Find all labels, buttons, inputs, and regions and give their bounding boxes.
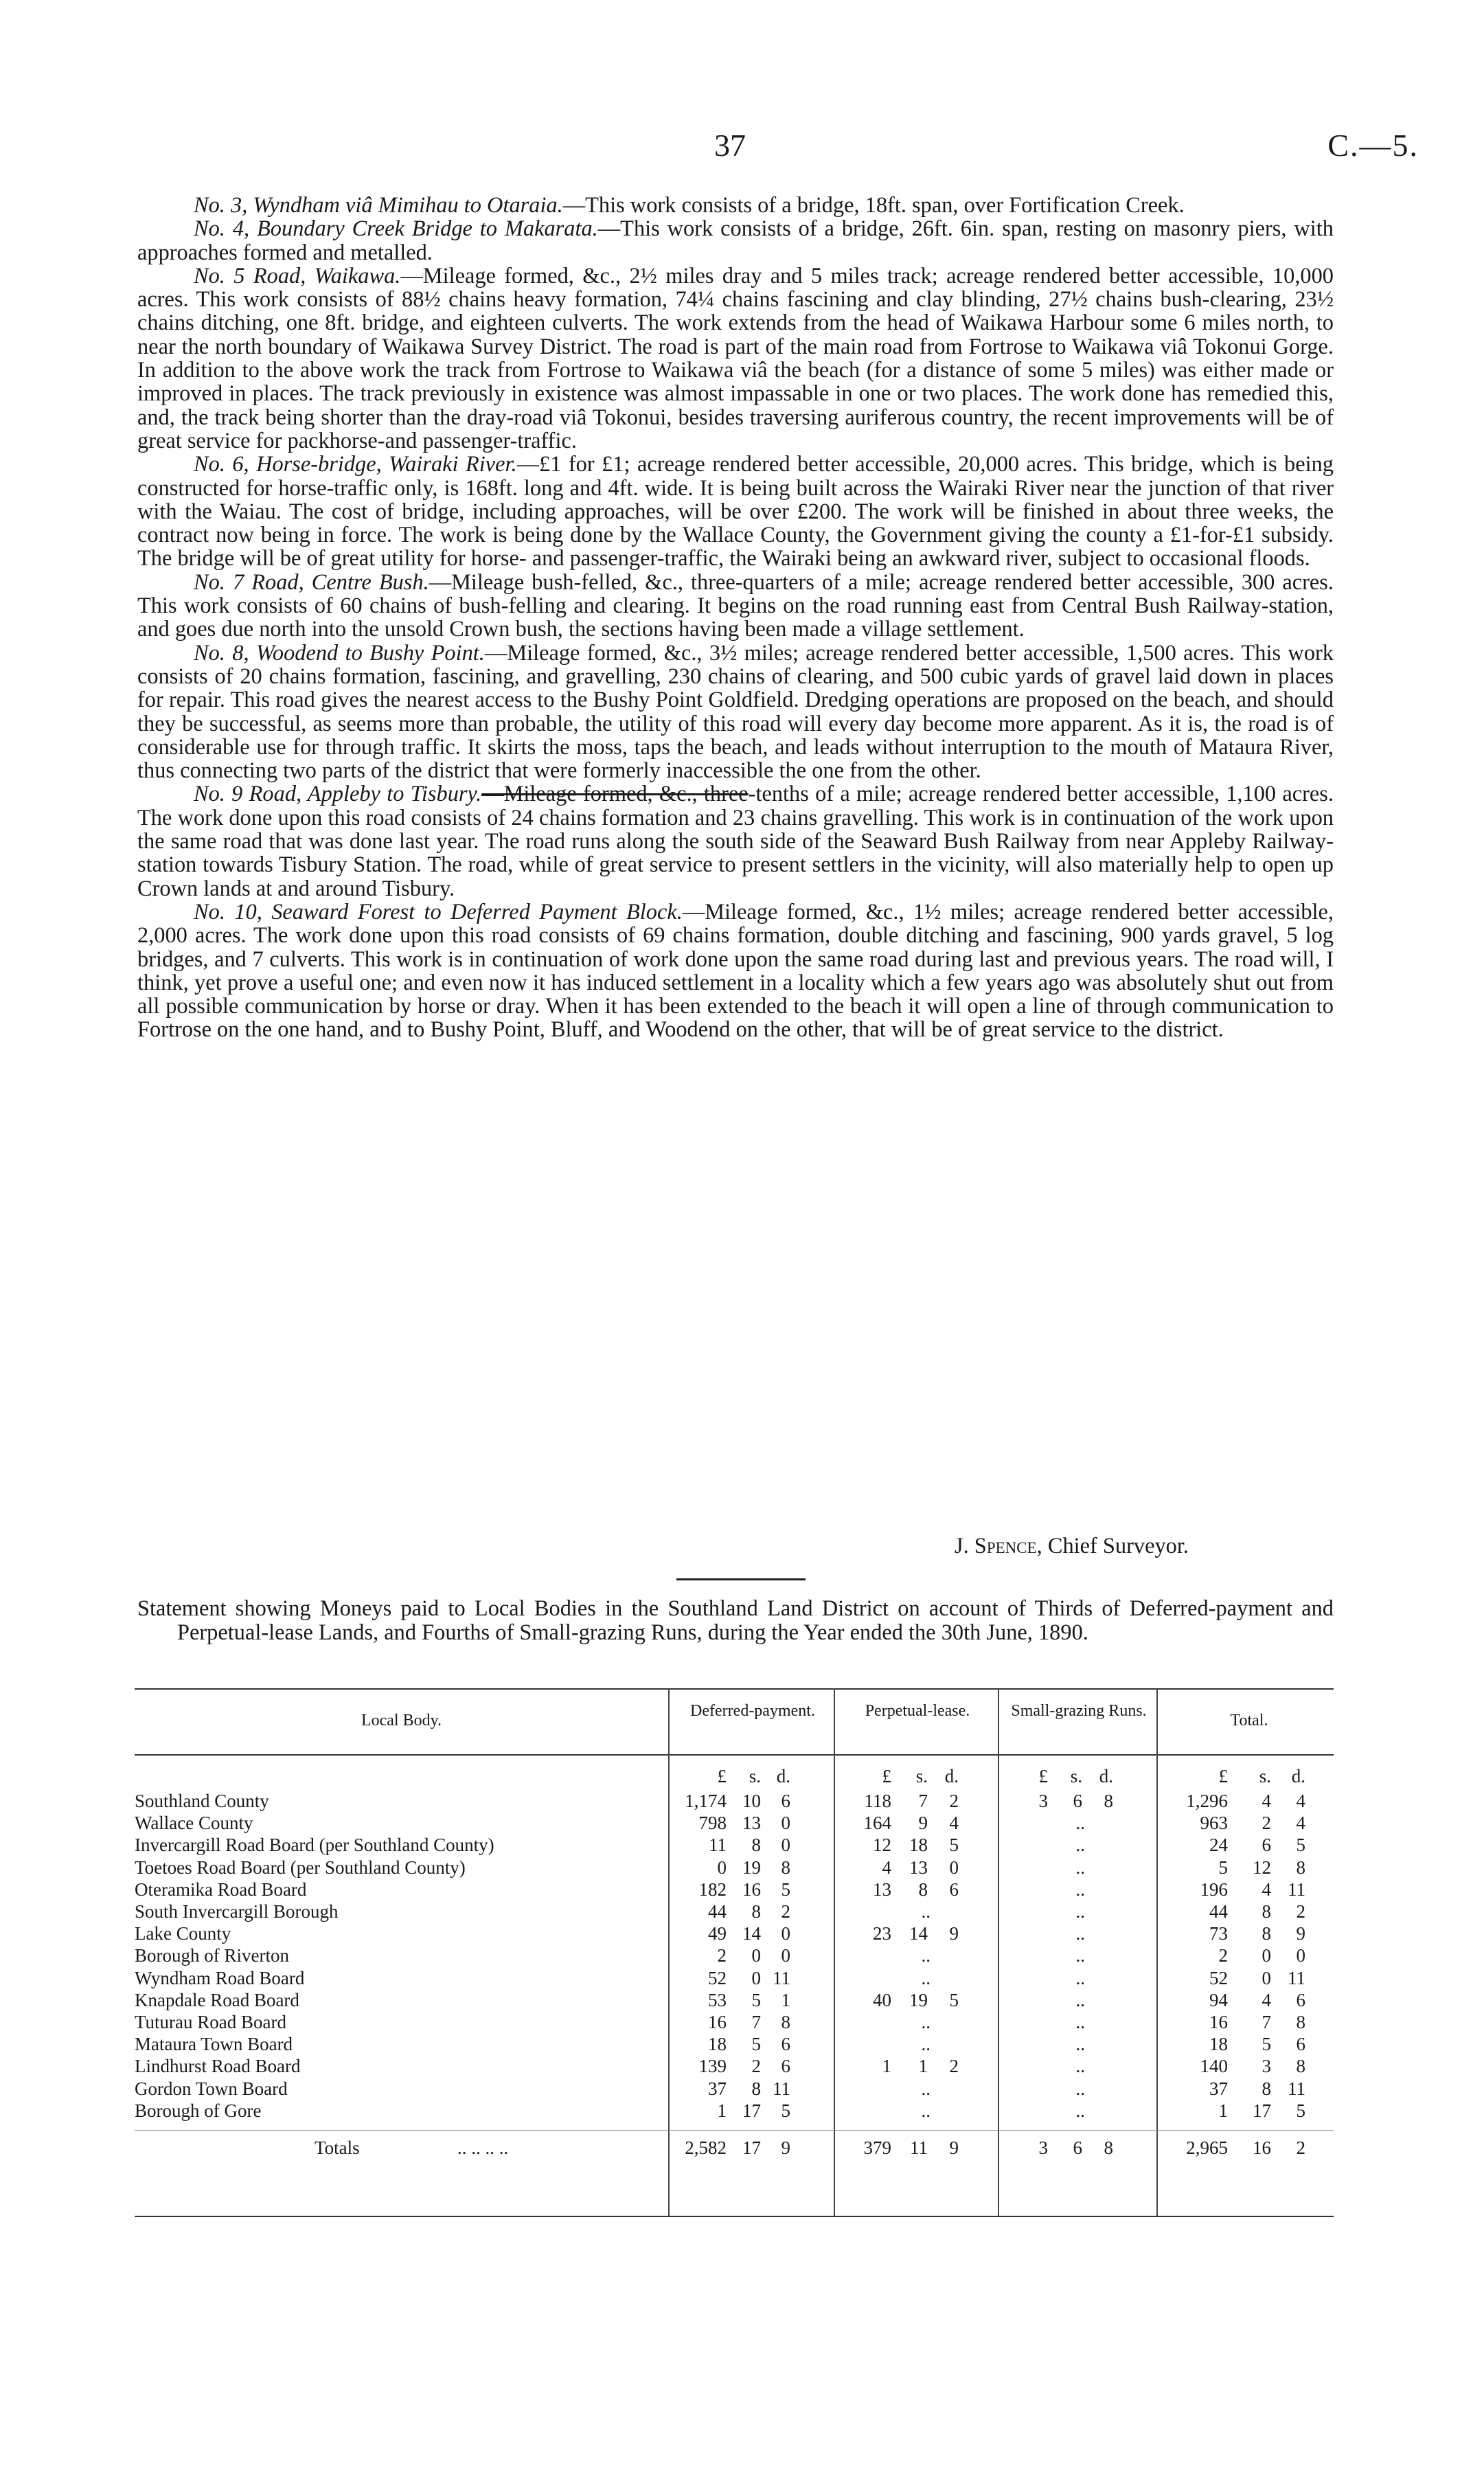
statement-text: Statement showing Moneys paid to Local Bodies in the Southland Land District on account of Thirds of Deferred-payment and Perpetual-lease Lands, and Fourths of Small-grazing Runs, during the Year ended the 30th June, 1890. <box>137 1596 1334 1645</box>
paragraph-title: No. 3, Wyndham viâ Mimihau to Otaraia. <box>194 193 563 218</box>
leader-dots: .. .. .. .. <box>457 2137 509 2158</box>
per-pence: 4 <box>949 1813 959 1834</box>
per-pounds: 118 <box>864 1791 891 1811</box>
tot-shillings: 0 <box>1262 1945 1271 1966</box>
local-body-name: Mataura Town Board <box>135 2034 293 2055</box>
sg-shillings: 6 <box>1073 2137 1082 2158</box>
per-shillings: 18 <box>909 1835 928 1856</box>
paragraph-title: No. 5 Road, Waikawa. <box>194 263 401 288</box>
tot-shillings: 6 <box>1262 1835 1271 1856</box>
def-shillings: 2 <box>751 2056 761 2077</box>
paragraph-no-8 <box>137 642 1334 783</box>
def-pounds: 182 <box>698 1879 727 1900</box>
pence-unit: d. <box>1099 1766 1113 1786</box>
def-pence: 8 <box>781 2012 790 2032</box>
tot-pence: 5 <box>1296 2100 1305 2121</box>
def-pounds: 16 <box>708 2012 727 2032</box>
per-pounds: 1 <box>882 2056 891 2077</box>
per-pence: 5 <box>949 1989 959 2010</box>
local-body-name: Toetoes Road Board (per Southland County) <box>135 1857 466 1878</box>
tot-pounds: 52 <box>1209 1967 1228 1988</box>
local-body-name: Lake County <box>135 1923 231 1944</box>
def-pounds: 53 <box>708 1989 727 2010</box>
paragraph-no-3 <box>137 194 1334 217</box>
table-row <box>135 1989 1334 2011</box>
def-pence: 2 <box>781 1901 790 1922</box>
def-pence: 9 <box>781 2137 790 2158</box>
sg-empty: .. <box>1075 1813 1085 1834</box>
table-row <box>135 2100 1334 2122</box>
tot-pounds: 18 <box>1209 2034 1228 2055</box>
table-row <box>135 2011 1334 2033</box>
per-empty: .. <box>921 1945 931 1966</box>
paragraph-text: —Mileage formed, &c., 1½ miles; acreage rendered better accessible, 2,000 acres. The work done upon this road consists of 69 chains formation, double ditching and fascining, 900 yards gravel, 5 log bridges, and 7 culverts. This work is in continuation of work done upon the same road during last and previous years. The road will, I think, yet prove a useful one; and even now it has induced settlement in a locality which a few years ago was absolutely shut out from all possible communication by horse or dray. When it has been extended to the beach it will open a line of through communication to Fortrose on the one hand, and to Bushy Point, Bluff, and Woodend on the other, that will be of great service to the district. <box>137 899 1334 1043</box>
paragraph-no-7 <box>137 571 1334 642</box>
tot-shillings: 8 <box>1262 1901 1271 1922</box>
per-empty: .. <box>921 2078 931 2099</box>
tot-pounds: 963 <box>1200 1813 1228 1834</box>
def-pounds: 798 <box>698 1813 727 1834</box>
def-shillings: 14 <box>742 1923 761 1944</box>
per-pence: 2 <box>949 1791 959 1811</box>
def-pence: 0 <box>781 1835 790 1856</box>
def-pounds: 49 <box>708 1923 727 1944</box>
pounds-unit: £ <box>1038 1766 1048 1786</box>
shillings-unit: s. <box>749 1766 761 1786</box>
header-small-grazing-runs: Small-grazing Runs. <box>1011 1702 1147 1720</box>
per-shillings: 1 <box>918 2056 928 2077</box>
def-pounds: 2 <box>717 1945 727 1966</box>
paragraph-title: No. 6, Horse-bridge, Wairaki River. <box>194 452 517 477</box>
def-pence: 6 <box>781 1791 790 1811</box>
table-row <box>135 1922 1334 1944</box>
sg-empty: .. <box>1075 2056 1085 2077</box>
tot-shillings: 17 <box>1253 2100 1271 2121</box>
tot-pence: 11 <box>1288 1967 1305 1988</box>
per-empty: .. <box>921 2034 931 2055</box>
sg-empty: .. <box>1075 2012 1085 2032</box>
section-divider <box>676 1578 806 1580</box>
sg-empty: .. <box>1075 1945 1085 1966</box>
table-row <box>135 1834 1334 1856</box>
report-body <box>137 194 1334 1042</box>
tot-shillings: 4 <box>1262 1879 1271 1900</box>
per-shillings: 9 <box>918 1813 928 1834</box>
tot-pounds: 37 <box>1209 2078 1228 2099</box>
table-row <box>135 1790 1334 1812</box>
sg-pounds: 3 <box>1038 1791 1048 1811</box>
local-body-name: South Invercargill Borough <box>135 1901 339 1922</box>
sg-pence: 8 <box>1104 2137 1113 2158</box>
def-shillings: 19 <box>742 1857 761 1878</box>
tot-pence: 4 <box>1296 1791 1305 1811</box>
paragraph-no-4 <box>137 217 1334 264</box>
paragraph-title: No. 9 Road, Appleby to Tisbury. <box>194 782 482 807</box>
table-row <box>135 1879 1334 1900</box>
table-top-rule <box>135 1688 1334 1690</box>
def-pounds: 18 <box>708 2034 727 2055</box>
def-shillings: 0 <box>751 1967 761 1988</box>
def-shillings: 8 <box>751 1835 761 1856</box>
tot-pence: 5 <box>1296 1835 1305 1856</box>
local-body-name: Tuturau Road Board <box>135 2012 286 2032</box>
paragraph-text: —Mileage formed, &c., 2½ miles dray and 5 miles track; acreage rendered better accessible, 10,000 acres. This work consists of 88½ chains heavy formation, 74¼ chains fascining and clay blinding, 27½ chains bush-clearing, 23½ chains ditching, one 8ft. bridge, and eighteen culverts. The work extends from the head of Waikawa Harbour some 6 miles north, to near the north boundary of Waikawa Survey District. The road is part of the main road from Fortrose to Waikawa viâ Tokonui Gorge. In addition to the above work the track from Fortrose to Waikawa viâ the beach (for a distance of some 5 miles) was either made or improved in places. The track previously in existence was almost impassable in one or two places. The work done has remedied this, and, the track being shorter than the dray-road viâ Tokonui, besides traversing auriferous country, the recent improvements will be of great service for packhorse-and passenger-traffic. <box>137 263 1334 453</box>
pounds-unit: £ <box>717 1766 727 1786</box>
paragraph-no-10 <box>137 900 1334 1042</box>
tot-pence: 2 <box>1296 2137 1305 2158</box>
tot-pounds: 2 <box>1218 1945 1228 1966</box>
local-body-name: Lindhurst Road Board <box>135 2056 301 2077</box>
def-shillings: 17 <box>742 2137 761 2158</box>
sg-empty: .. <box>1075 1967 1085 1988</box>
paragraph-text: —£1 for £1; acreage rendered better accessible, 20,000 acres. This bridge, which is being constructed for horse-traffic only, is 168ft. long and 4ft. wide. It is being built across the Wairaki River near the junction of that river with the Waiau. The cost of bridge, including approaches, will be over £200. The work will be finished in about three weeks, the contract now being in force. The work is being done by the Wallace County, the Government giving the county a £1-for-£1 subsidy. The bridge will be of great utility for horse- and passenger-traffic, the Wairaki being an awkward river, subject to occasional floods. <box>137 452 1334 571</box>
def-pence: 5 <box>781 1879 790 1900</box>
per-pounds: 12 <box>873 1835 891 1856</box>
paragraph-no-5 <box>137 264 1334 453</box>
sg-empty: .. <box>1075 1989 1085 2010</box>
local-body-name: Wallace County <box>135 1813 253 1834</box>
per-empty: .. <box>921 1901 931 1922</box>
per-shillings: 19 <box>909 1989 928 2010</box>
tot-shillings: 2 <box>1262 1813 1271 1834</box>
local-body-name: Oteramika Road Board <box>135 1879 307 1900</box>
def-shillings: 0 <box>751 1945 761 1966</box>
per-shillings: 8 <box>918 1879 928 1900</box>
signature-title: , Chief Surveyor. <box>1036 1534 1189 1558</box>
shillings-unit: s. <box>915 1766 928 1786</box>
def-pence: 5 <box>781 2100 790 2121</box>
table-row <box>135 2055 1334 2077</box>
moneys-table <box>135 1688 1334 2217</box>
paragraph-title: No. 7 Road, Centre Bush. <box>194 569 429 595</box>
def-pounds: 52 <box>708 1967 727 1988</box>
per-shillings: 11 <box>910 2137 928 2158</box>
sg-shillings: 6 <box>1073 1791 1082 1811</box>
def-pounds: 44 <box>708 1901 727 1922</box>
sg-empty: .. <box>1075 2100 1085 2121</box>
tot-shillings: 4 <box>1262 1791 1271 1811</box>
paragraph-text: —This work consists of a bridge, 18ft. span, over Fortification Creek. <box>562 193 1185 218</box>
paragraph-text: -tenths of a mile; acreage rendered better accessible, 1,100 acres. The work done upon this road consists of 24 chains formation and 23 chains gravelling. This work is in continuation of the work upon the same road that was done last year. The road runs along the south side of the Seaward Bush Railway from near Appleby Railway-station towards Tisbury Station. The road, while of great service to present settlers in the vicinity, will also materially help to open up Crown lands at and around Tisbury. <box>137 782 1334 901</box>
page-number: 37 <box>714 128 746 163</box>
paragraph-text: —Mileage bush-felled, &c., three-quarters of a mile; acreage rendered better accessible, 300 acres. This work consists of 60 chains of bush-felling and clearing. It begins on the road running east from Central Bush Railway-station, and goes due north into the unsold Crown bush, the sections having been made a village settlement. <box>137 569 1334 642</box>
def-shillings: 13 <box>742 1813 761 1834</box>
tot-pounds: 1,296 <box>1186 1791 1228 1811</box>
pence-unit: d. <box>1291 1766 1305 1786</box>
per-shillings: 13 <box>909 1857 928 1878</box>
def-pence: 0 <box>781 1945 790 1966</box>
sg-empty: .. <box>1075 1879 1085 1900</box>
per-pounds: 379 <box>863 2137 891 2158</box>
header-total: Total. <box>1230 1712 1268 1729</box>
tot-pence: 2 <box>1296 1901 1305 1922</box>
table-row <box>135 1900 1334 1922</box>
tot-pence: 0 <box>1296 1945 1305 1966</box>
sg-pounds: 3 <box>1038 2137 1048 2158</box>
tot-shillings: 3 <box>1262 2056 1271 2077</box>
sg-empty: .. <box>1075 1835 1085 1856</box>
per-shillings: 7 <box>918 1791 928 1811</box>
page-header <box>0 127 1484 168</box>
per-pence: 9 <box>949 1923 959 1944</box>
sg-pence: 8 <box>1104 1791 1113 1811</box>
signature-name: J. Spence <box>955 1534 1037 1558</box>
per-pence: 2 <box>949 2056 959 2077</box>
local-body-name: Wyndham Road Board <box>135 1967 305 1988</box>
def-shillings: 10 <box>742 1791 761 1811</box>
per-empty: .. <box>921 2012 931 2032</box>
per-pounds: 4 <box>882 1857 891 1878</box>
tot-pounds: 5 <box>1218 1857 1228 1878</box>
pence-unit: d. <box>776 1766 790 1786</box>
totals-label: Totals <box>315 2137 360 2158</box>
def-pence: 11 <box>773 1967 790 1988</box>
totals-row <box>135 2137 1334 2159</box>
def-shillings: 8 <box>751 2078 761 2099</box>
table-row <box>135 1967 1334 1989</box>
per-pence: 6 <box>949 1879 959 1900</box>
local-body-name: Southland County <box>135 1791 269 1811</box>
tot-pounds: 2,965 <box>1186 2137 1228 2158</box>
tot-shillings: 12 <box>1253 1857 1271 1878</box>
tot-pounds: 94 <box>1209 1989 1228 2010</box>
per-pence: 0 <box>949 1857 959 1878</box>
def-pence: 11 <box>773 2078 790 2099</box>
paragraph-title: No. 10, Seaward Forest to Deferred Payment Block. <box>194 899 683 924</box>
tot-pence: 4 <box>1296 1813 1305 1834</box>
tot-pounds: 1 <box>1218 2100 1228 2121</box>
local-body-name: Knapdale Road Board <box>135 1989 299 2010</box>
sg-empty: .. <box>1075 1857 1085 1878</box>
def-shillings: 8 <box>751 1901 761 1922</box>
sg-empty: .. <box>1075 1901 1085 1922</box>
shillings-unit: s. <box>1259 1766 1271 1786</box>
tot-shillings: 16 <box>1253 2137 1271 2158</box>
tot-pence: 6 <box>1296 1989 1305 2010</box>
local-body-name: Borough of Gore <box>135 2100 262 2121</box>
local-body-name: Gordon Town Board <box>135 2078 288 2099</box>
tot-pounds: 140 <box>1200 2056 1228 2077</box>
def-pounds: 0 <box>717 1857 727 1878</box>
def-pence: 0 <box>781 1923 790 1944</box>
tot-shillings: 5 <box>1262 2034 1271 2055</box>
paragraph-title: No. 4, Boundary Creek Bridge to Makarata. <box>194 216 598 242</box>
tot-shillings: 0 <box>1262 1967 1271 1988</box>
header-deferred-payment: Deferred-payment. <box>690 1702 815 1720</box>
tot-pence: 6 <box>1296 2034 1305 2055</box>
tot-pence: 9 <box>1296 1923 1305 1944</box>
def-shillings: 5 <box>751 2034 761 2055</box>
tot-pounds: 196 <box>1200 1879 1228 1900</box>
per-pounds: 13 <box>873 1879 891 1900</box>
sg-empty: .. <box>1075 2034 1085 2055</box>
pence-unit: d. <box>944 1766 959 1786</box>
tot-shillings: 8 <box>1262 2078 1271 2099</box>
paragraph-no-6 <box>137 453 1334 570</box>
table-row <box>135 2078 1334 2100</box>
header-local-body: Local Body. <box>361 1712 442 1729</box>
tot-pounds: 44 <box>1209 1901 1228 1922</box>
pounds-unit: £ <box>1218 1766 1228 1786</box>
totals-rule <box>135 2130 1334 2131</box>
tot-pounds: 73 <box>1209 1923 1228 1944</box>
per-empty: .. <box>921 2100 931 2121</box>
def-pounds: 11 <box>709 1835 727 1856</box>
table-row <box>135 1857 1334 1879</box>
pounds-unit: £ <box>882 1766 891 1786</box>
per-shillings: 14 <box>909 1923 928 1944</box>
document-code: C.—5. <box>1327 128 1419 163</box>
table-row <box>135 2033 1334 2055</box>
sg-empty: .. <box>1075 2078 1085 2099</box>
local-body-name: Invercargill Road Board (per Southland County) <box>135 1835 494 1856</box>
paragraph-title: No. 8, Woodend to Bushy Point. <box>194 640 485 666</box>
local-body-name: Borough of Riverton <box>135 1945 289 1966</box>
paragraph-text: —Mileage formed, &c., 3½ miles; acreage rendered better accessible, 1,500 acres. This work consists of 20 chains formation, fascining, and gravelling, 230 chains of clearing, and 500 cubic yards of gravel laid down in places for repair. This road gives the nearest access to the Bushy Point Goldfield. Dredging operations are proposed on the beach, and should they be successful, as seems more than probable, the utility of this road will every day become more apparent. As it is, the road is of considerable use for through traffic. It skirts the moss, taps the beach, and leads without interruption to the mouth of Mataura River, thus connecting two parts of the district that were formerly inaccessible the one from the other. <box>137 640 1334 784</box>
tot-shillings: 7 <box>1262 2012 1271 2032</box>
statement-heading <box>137 1597 1334 1644</box>
table-row <box>135 1944 1334 1966</box>
table-row <box>135 1812 1334 1834</box>
per-pounds: 23 <box>873 1923 891 1944</box>
signature <box>955 1534 1189 1559</box>
tot-pence: 8 <box>1296 1857 1305 1878</box>
table-bottom-rule <box>135 2216 1334 2217</box>
def-pence: 6 <box>781 2034 790 2055</box>
tot-pounds: 24 <box>1209 1835 1228 1856</box>
def-pounds: 2,582 <box>685 2137 727 2158</box>
per-pounds: 40 <box>873 1989 891 2010</box>
tot-pence: 11 <box>1288 2078 1305 2099</box>
header-bottom-rule <box>135 1754 1334 1756</box>
def-shillings: 16 <box>742 1879 761 1900</box>
def-shillings: 5 <box>751 1989 761 2010</box>
def-shillings: 7 <box>751 2012 761 2032</box>
tot-pence: 11 <box>1288 1879 1305 1900</box>
shillings-unit: s. <box>1070 1766 1082 1786</box>
def-pence: 0 <box>781 1813 790 1834</box>
def-pounds: 1,174 <box>685 1791 727 1811</box>
currency-units-row <box>135 1765 1334 1787</box>
def-pence: 8 <box>781 1857 790 1878</box>
tot-pence: 8 <box>1296 2012 1305 2032</box>
paragraph-text: —This work consists of a bridge, 26ft. 6in. span, resting on masonry piers, with approaches formed and metalled. <box>137 216 1334 265</box>
paragraph-no-9 <box>137 782 1334 900</box>
tot-shillings: 8 <box>1262 1923 1271 1944</box>
def-pounds: 139 <box>698 2056 727 2077</box>
struck-text: —Mileage formed, &c., three <box>481 782 749 807</box>
def-pounds: 37 <box>708 2078 727 2099</box>
def-shillings: 17 <box>742 2100 761 2121</box>
per-pence: 9 <box>949 2137 959 2158</box>
def-pounds: 1 <box>717 2100 727 2121</box>
per-pounds: 164 <box>863 1813 891 1834</box>
tot-pence: 8 <box>1296 2056 1305 2077</box>
def-pence: 1 <box>781 1989 790 2010</box>
tot-pounds: 16 <box>1209 2012 1228 2032</box>
tot-shillings: 4 <box>1262 1989 1271 2010</box>
per-pence: 5 <box>949 1835 959 1856</box>
def-pence: 6 <box>781 2056 790 2077</box>
header-perpetual-lease: Perpetual-lease. <box>865 1702 970 1720</box>
sg-empty: .. <box>1075 1923 1085 1944</box>
per-empty: .. <box>921 1967 931 1988</box>
